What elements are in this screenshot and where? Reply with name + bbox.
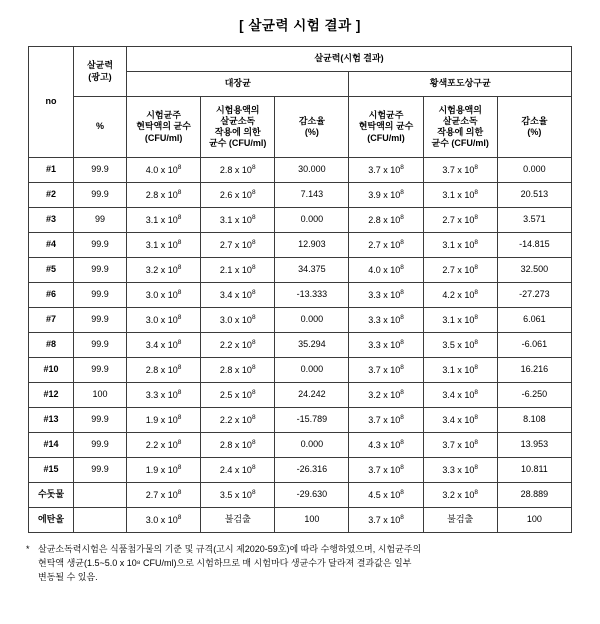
exponent: 8 [474,188,479,196]
cell-ecoli-treated: 2.8 x $10^8$ [201,433,275,458]
exponent: 8 [251,363,256,371]
exponent: 8 [177,388,182,396]
cell-staph-stock: 3.7 x $10^8$ [349,508,423,533]
header-ad-claim-line2: (광고) [88,71,112,82]
cell-staph-treated: 2.7 x $10^8$ [423,258,497,283]
cell-ad-claim: 99.9 [74,308,127,333]
header-staph-reduction [497,97,571,158]
cell-staph-stock: 3.9 x $10^8$ [349,183,423,208]
cell-staph-reduction: 10.811 [497,458,571,483]
exponent: 8 [474,163,479,171]
exponent: 8 [400,413,404,421]
exponent: 8 [474,288,479,296]
exponent: 8 [400,263,404,271]
cell-ecoli-stock: 2.2 x $10^8$ [127,433,201,458]
cell-ecoli-stock: 3.0 x $10^8$ [127,283,201,308]
header-staph-stock-line1: 시험균주 [368,110,404,121]
exponent: 8 [474,238,479,246]
exponent: 8 [474,363,479,371]
table-row [29,383,572,408]
cell-sample-id: 수돗물 [29,483,74,508]
cell-ad-claim: 99.9 [74,408,127,433]
header-ecoli-treated-line3: 작용에 의한 [214,127,261,137]
cell-staph-reduction: 0.000 [497,158,571,183]
table-row [29,458,572,483]
cell-ecoli-stock: 3.2 x $10^8$ [127,258,201,283]
table-row [29,408,572,433]
header-ecoli-stock-line3: (CFU/ml) [144,132,183,143]
cell-ecoli-stock: 2.8 x $10^8$ [127,183,201,208]
cell-staph-treated: 3.3 x $10^8$ [423,458,497,483]
exponent: 8 [400,288,404,296]
cell-ad-claim [74,508,127,533]
exponent: 8 [251,163,256,171]
cell-ecoli-reduction: 100 [275,508,349,533]
cell-staph-reduction: -27.273 [497,283,571,308]
cell-ecoli-reduction: 0.000 [275,308,349,333]
table-body [29,158,572,533]
cell-ad-claim: 99.9 [74,358,127,383]
cell-ecoli-treated: 2.6 x $10^8$ [201,183,275,208]
cell-sample-id: #8 [29,333,74,358]
cell-ecoli-reduction: -26.316 [275,458,349,483]
exponent: 8 [400,488,404,496]
cell-staph-treated: 3.4 x $10^8$ [423,408,497,433]
cell-sample-id: #12 [29,383,74,408]
header-row-3 [29,97,572,158]
cell-ecoli-stock: 2.8 x $10^8$ [127,358,201,383]
header-ecoli-reduction-line2: (%) [304,127,319,137]
header-row-1 [29,47,572,72]
header-staph-reduction-line1: 감소율 [521,115,548,126]
cell-staph-stock: 4.0 x $10^8$ [349,258,423,283]
cell-sample-id: #10 [29,358,74,383]
cell-staph-stock: 3.3 x $10^8$ [349,333,423,358]
cell-ad-claim: 99.9 [74,433,127,458]
exponent: 8 [177,213,182,221]
exponent: 8 [474,413,479,421]
cell-staph-reduction: 100 [497,508,571,533]
header-staph-treated [423,97,497,158]
exponent: 8 [177,463,182,471]
table-row [29,208,572,233]
exponent: 8 [251,488,256,496]
cell-staph-treated: 2.7 x $10^8$ [423,208,497,233]
cell-ad-claim: 99.9 [74,333,127,358]
cell-sample-id: #13 [29,408,74,433]
exponent: 8 [177,288,182,296]
exponent: 8 [251,463,256,471]
header-ecoli-reduction [275,97,349,158]
cell-staph-treated: 3.7 x $10^8$ [423,433,497,458]
cell-ecoli-reduction: 0.000 [275,358,349,383]
cell-staph-treated: 3.4 x $10^8$ [423,383,497,408]
exponent: 8 [474,388,479,396]
cell-staph-stock: 3.7 x $10^8$ [349,358,423,383]
cell-ecoli-treated: 2.2 x $10^8$ [201,333,275,358]
cell-staph-stock: 2.7 x $10^8$ [349,233,423,258]
cell-sample-id: #14 [29,433,74,458]
header-group-staph: 황색포도상구균 [349,72,572,97]
cell-ad-claim: 99.9 [74,458,127,483]
cell-ecoli-treated: 2.1 x $10^8$ [201,258,275,283]
header-ecoli-treated-line2: 살균소독 [220,115,256,126]
cell-ecoli-stock: 3.0 x $10^8$ [127,508,201,533]
exponent: 8 [177,413,182,421]
cell-staph-reduction: 28.889 [497,483,571,508]
cell-ecoli-treated: 2.8 x $10^8$ [201,358,275,383]
header-staph-stock [349,97,423,158]
cell-ad-claim: 99.9 [74,258,127,283]
cell-staph-stock: 4.5 x $10^8$ [349,483,423,508]
cell-ecoli-reduction: 35.294 [275,333,349,358]
cell-sample-id: 에탄올 [29,508,74,533]
exponent: 8 [400,163,404,171]
exponent: 8 [400,513,404,521]
exponent: 8 [474,213,479,221]
footnote-line-2: 현탁액 생균(1.5~5.0 x 10⁸ CFU/ml)으로 시험하므로 매 시험마다 생균수가 달라져 결과값은 일부 [38,557,412,568]
cell-ecoli-treated: 2.7 x $10^8$ [201,233,275,258]
cell-staph-reduction: 20.513 [497,183,571,208]
header-staph-treated-line4: 균수 (CFU/ml) [431,138,489,149]
cell-ecoli-stock: 2.7 x $10^8$ [127,483,201,508]
cell-ecoli-reduction: -13.333 [275,283,349,308]
exponent: 8 [474,263,479,271]
cell-staph-reduction: 32.500 [497,258,571,283]
cell-staph-reduction: 6.061 [497,308,571,333]
header-staph-stock-line2: 현탁액의 균수 [358,121,414,132]
exponent: 8 [251,438,256,446]
cell-ecoli-stock: 3.4 x $10^8$ [127,333,201,358]
cell-ad-claim: 99.9 [74,233,127,258]
cell-ecoli-reduction: 7.143 [275,183,349,208]
footnote-line-1: 살균소독력시험은 식품첨가물의 기준 및 규격(고시 제2020-59호)에 따라 수행하였으며, 시험균주의 [38,544,422,554]
exponent: 8 [474,313,479,321]
cell-sample-id: #15 [29,458,74,483]
cell-staph-reduction: 3.571 [497,208,571,233]
cell-ad-claim: 99.9 [74,283,127,308]
table-row [29,333,572,358]
cell-ecoli-treated: 3.1 x $10^8$ [201,208,275,233]
cell-staph-stock: 3.7 x $10^8$ [349,158,423,183]
exponent: 8 [251,238,256,246]
header-group-main: 살균력(시험 결과) [127,47,572,72]
cell-ecoli-stock: 3.1 x $10^8$ [127,208,201,233]
cell-staph-stock: 3.7 x $10^8$ [349,458,423,483]
results-table-container [0,46,600,533]
exponent: 8 [177,163,182,171]
exponent: 8 [474,338,479,346]
exponent: 8 [474,463,479,471]
table-row [29,158,572,183]
exponent: 8 [474,438,479,446]
cell-sample-id: #2 [29,183,74,208]
exponent: 8 [400,313,404,321]
cell-staph-treated: 3.1 x $10^8$ [423,183,497,208]
header-staph-treated-line2: 살균소독 [442,115,478,126]
exponent: 8 [251,388,256,396]
exponent: 8 [251,313,256,321]
cell-staph-reduction: 13.953 [497,433,571,458]
cell-staph-treated: 3.1 x $10^8$ [423,233,497,258]
table-row [29,358,572,383]
cell-staph-stock: 3.3 x $10^8$ [349,308,423,333]
cell-ecoli-treated: 3.4 x $10^8$ [201,283,275,308]
cell-ad-claim [74,483,127,508]
cell-ecoli-treated: 3.0 x $10^8$ [201,308,275,333]
cell-ecoli-reduction: -29.630 [275,483,349,508]
exponent: 8 [177,313,182,321]
cell-staph-treated: 4.2 x $10^8$ [423,283,497,308]
exponent: 8 [251,338,256,346]
exponent: 8 [400,338,404,346]
header-ecoli-treated [201,97,275,158]
exponent: 8 [400,438,404,446]
exponent: 8 [177,488,182,496]
exponent: 8 [177,363,182,371]
exponent: 8 [251,188,256,196]
cell-ecoli-stock: 3.3 x $10^8$ [127,383,201,408]
footnote-marker: * [26,544,30,554]
cell-ad-claim: 99.9 [74,158,127,183]
header-ad-claim [74,47,127,97]
cell-ecoli-reduction: 0.000 [275,433,349,458]
exponent: 8 [400,188,404,196]
results-table [28,46,572,533]
header-ecoli-stock-line1: 시험균주 [146,110,181,121]
cell-staph-reduction: -14.815 [497,233,571,258]
cell-ecoli-stock: 1.9 x $10^8$ [127,408,201,433]
cell-ad-claim: 99 [74,208,127,233]
exponent: 8 [177,438,182,446]
cell-ecoli-treated: 2.5 x $10^8$ [201,383,275,408]
exponent: 8 [251,413,256,421]
cell-ecoli-stock: 3.0 x $10^8$ [127,308,201,333]
cell-staph-stock: 3.7 x $10^8$ [349,408,423,433]
header-ad-claim-line1: 살균력 [86,60,114,71]
header-no: no [29,47,74,158]
cell-ecoli-reduction: -15.789 [275,408,349,433]
cell-ecoli-reduction: 12.903 [275,233,349,258]
header-staph-treated-line3: 작용에 의한 [437,127,484,137]
cell-staph-stock: 3.2 x $10^8$ [349,383,423,408]
header-ecoli-treated-line4: 균수 (CFU/ml) [209,138,267,149]
cell-sample-id: #6 [29,283,74,308]
cell-staph-reduction: 16.216 [497,358,571,383]
cell-ecoli-reduction: 0.000 [275,208,349,233]
exponent: 8 [177,188,182,196]
cell-sample-id: #7 [29,308,74,333]
cell-ecoli-treated: 2.4 x $10^8$ [201,458,275,483]
header-group-ecoli: 대장균 [127,72,349,97]
exponent: 8 [400,463,404,471]
exponent: 8 [400,388,404,396]
cell-ecoli-stock: 3.1 x $10^8$ [127,233,201,258]
exponent: 8 [474,488,479,496]
cell-ecoli-stock: 4.0 x $10^8$ [127,158,201,183]
exponent: 8 [177,338,182,346]
header-ecoli-treated-line1: 시험용액의 [215,104,260,115]
header-ecoli-stock-line2: 현탁액의 균수 [136,121,191,132]
cell-ecoli-reduction: 34.375 [275,258,349,283]
exponent: 8 [177,238,182,246]
header-ecoli-stock [127,97,201,158]
document-page [0,14,600,624]
cell-staph-treated: 3.7 x $10^8$ [423,158,497,183]
cell-staph-stock: 3.3 x $10^8$ [349,283,423,308]
table-row [29,233,572,258]
footnote-line-3: 변동될 수 있음. [38,571,98,582]
cell-ecoli-treated: 2.8 x $10^8$ [201,158,275,183]
cell-ad-claim: 99.9 [74,183,127,208]
header-ecoli-reduction-line1: 감소율 [298,115,325,126]
cell-ecoli-treated: 불검출 [201,508,275,533]
exponent: 8 [251,263,256,271]
exponent: 8 [177,513,182,521]
header-staph-stock-line3: (CFU/ml) [367,132,405,143]
cell-sample-id: #3 [29,208,74,233]
table-row [29,483,572,508]
cell-staph-stock: 2.8 x $10^8$ [349,208,423,233]
cell-sample-id: #1 [29,158,74,183]
cell-ecoli-reduction: 30.000 [275,158,349,183]
cell-ecoli-stock: 1.9 x $10^8$ [127,458,201,483]
header-ad-unit: % [74,97,127,158]
cell-staph-reduction: -6.061 [497,333,571,358]
cell-staph-treated: 불검출 [423,508,497,533]
cell-staph-treated: 3.1 x $10^8$ [423,358,497,383]
footnote [0,533,600,585]
table-row [29,508,572,533]
table-row [29,258,572,283]
page-title: [ 살균력 시험 결과 ] [239,18,361,33]
cell-sample-id: #5 [29,258,74,283]
cell-staph-treated: 3.5 x $10^8$ [423,333,497,358]
cell-ecoli-treated: 2.2 x $10^8$ [201,408,275,433]
exponent: 8 [400,363,404,371]
exponent: 8 [177,263,182,271]
cell-ecoli-treated: 3.5 x $10^8$ [201,483,275,508]
table-row [29,308,572,333]
exponent: 8 [400,213,404,221]
cell-ad-claim: 100 [74,383,127,408]
cell-staph-treated: 3.1 x $10^8$ [423,308,497,333]
table-row [29,283,572,308]
cell-staph-stock: 4.3 x $10^8$ [349,433,423,458]
cell-staph-reduction: 8.108 [497,408,571,433]
cell-staph-treated: 3.2 x $10^8$ [423,483,497,508]
header-staph-treated-line1: 시험용액의 [438,104,482,115]
cell-ecoli-reduction: 24.242 [275,383,349,408]
cell-sample-id: #4 [29,233,74,258]
exponent: 8 [251,213,256,221]
table-row [29,183,572,208]
cell-staph-reduction: -6.250 [497,383,571,408]
exponent: 8 [251,288,256,296]
table-header [29,47,572,158]
table-row [29,433,572,458]
header-staph-reduction-line2: (%) [527,127,542,137]
exponent: 8 [400,238,404,246]
